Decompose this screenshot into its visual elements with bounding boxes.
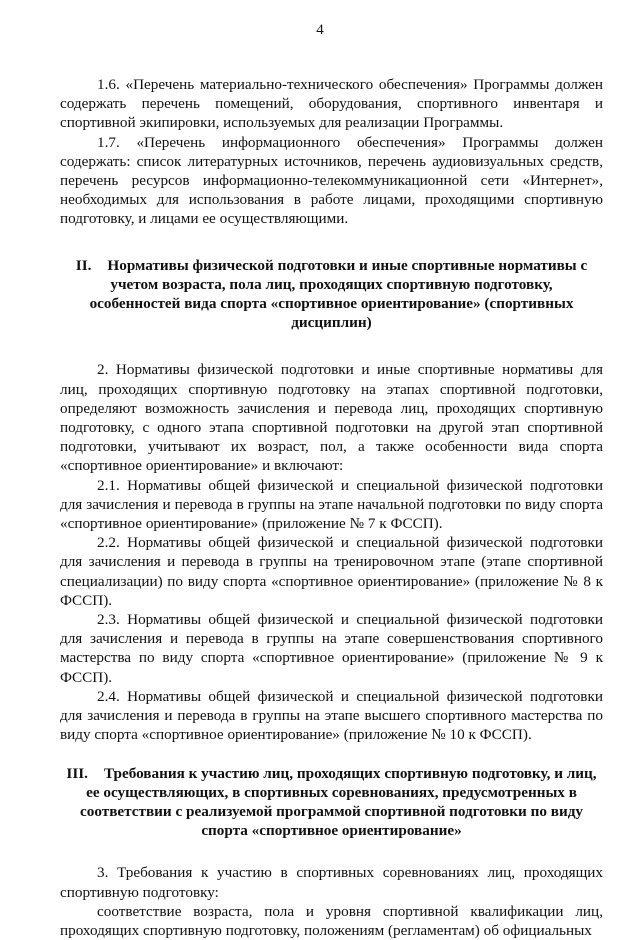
paragraph-2-2: 2.2. Нормативы общей физической и специальной физической подготовки для зачисления и перевода в группы на тренировочном этапе (этапе спортивной специализации) по виду спорта «спортивное ориентирование» (приложение № 8 к ФССП).	[60, 534, 603, 609]
section-3-number: III.	[66, 764, 88, 782]
paragraph-2-1: 2.1. Нормативы общей физической и специальной физической подготовки для зачисления и перевода в группы на этапе начальной подготовки по виду спорта «спортивное ориентирование» (приложение № 7 к ФССП).	[60, 476, 603, 533]
page-number: 4	[316, 22, 324, 38]
section-3-heading	[60, 764, 603, 841]
section-2-number: II.	[75, 256, 92, 274]
paragraph-2-4: 2.4. Нормативы общей физической и специальной физической подготовки для зачисления и перевода в группы на этапе высшего спортивного мастерства по виду спорта «спортивное ориентирование» (приложение № 10 к ФССП).	[60, 687, 603, 744]
paragraph-2-3: 2.3. Нормативы общей физической и специальной физической подготовки для зачисления и перевода в группы на этапе совершенствования спортивного мастерства по виду спорта «спортивное ориентирование» (приложение № 9 к ФССП).	[60, 611, 603, 686]
section-3-title: Требования к участию лиц, проходящих спортивную подготовку, и лиц, ее осуществляющих, в спортивных соревнованиях, предусмотренных в соответствии с реализуемой программой спортивной подготовки по виду спорта «спортивное ориентирование»	[80, 764, 597, 840]
paragraph-1-6: 1.6. «Перечень материально-технического обеспечения» Программы должен содержать перечень помещений, оборудования, спортивного инвентаря и спортивной экипировки, используемых для реализации Программы.	[60, 76, 603, 132]
section-2-title: Нормативы физической подготовки и иные спортивные нормативы с учетом возраста, пола лиц, проходящих спортивную подготовку, особенностей вида спорта «спортивное ориентирование» (спортивных дисциплин)	[89, 256, 588, 332]
paragraph-3: 3. Требования к участию в спортивных соревнованиях лиц, проходящих спортивную подготовку:	[60, 864, 603, 901]
paragraph-1-7: 1.7. «Перечень информационного обеспечения» Программы должен содержать: список литературных источников, перечень аудиовизуальных средств, перечень ресурсов информационно-телекоммуникационной сети «Интернет», необходимых для использования в работе лицами, проходящими спортивную подготовку, и лицами ее осуществляющими.	[60, 133, 603, 228]
paragraph-2: 2. Нормативы физической подготовки и иные спортивные нормативы для лиц, проходящих спортивную подготовку на этапах спортивной подготовки, определяют возможность зачисления и перевода лиц, проходящих спортивную подготовку, с одного этапа спортивной подготовки на другой этап спортивной подготовки, учитывают их возраст, пол, а также особенности вида спорта «спортивное ориентирование» и включают:	[60, 361, 603, 475]
paragraph-3-item: соответствие возраста, пола и уровня спортивной квалификации лиц, проходящих спортивную подготовку, положениям (регламентам) об официальных	[60, 902, 603, 939]
section-2-heading	[60, 256, 603, 333]
document-body	[60, 75, 603, 940]
